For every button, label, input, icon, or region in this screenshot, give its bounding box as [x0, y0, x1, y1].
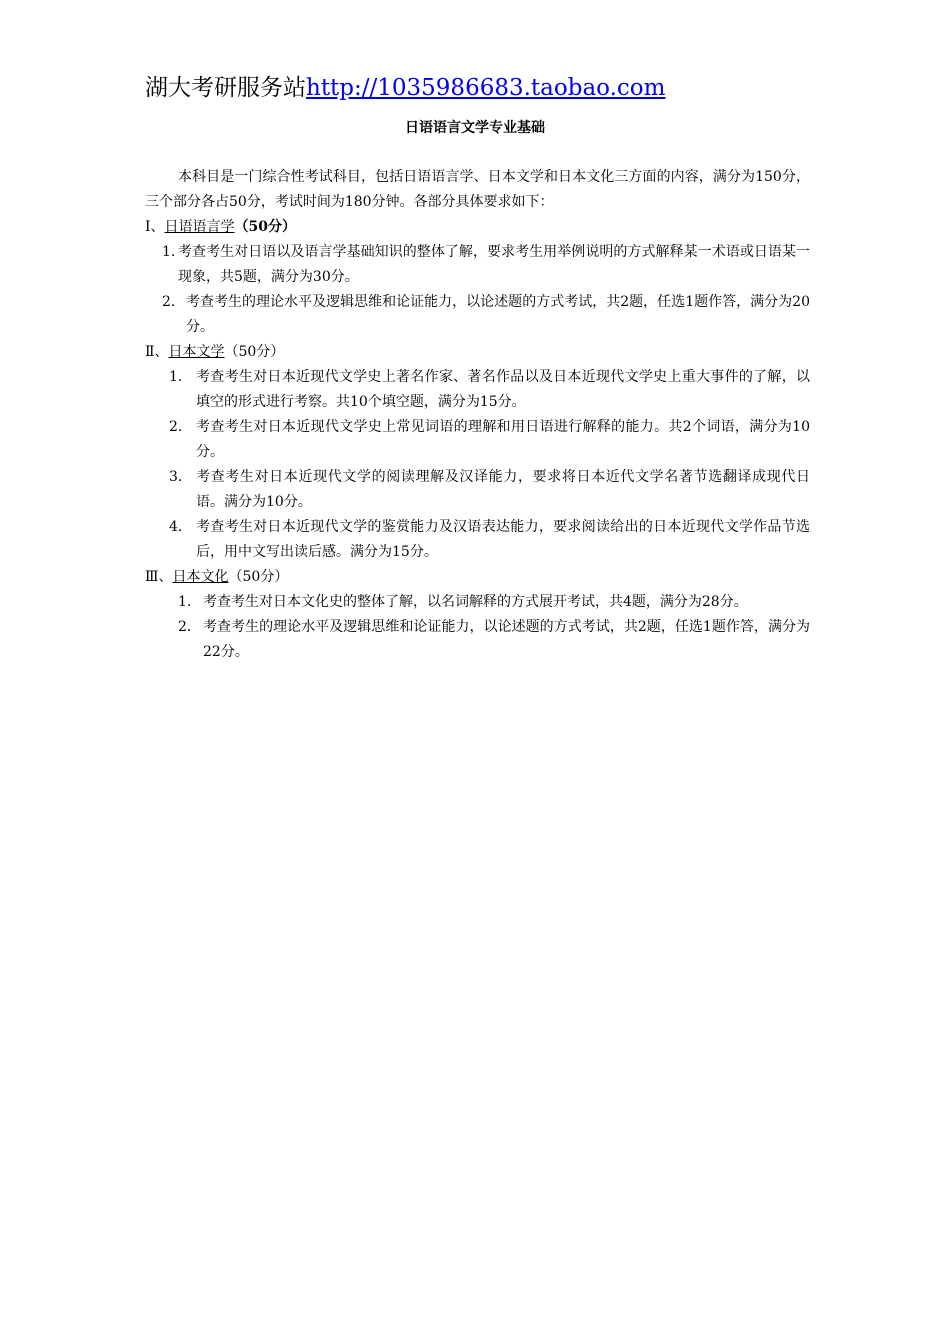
intro-paragraph: 本科目是一门综合性考试科目，包括日语语言学、日本文学和日本文化三方面的内容，满分为150分，三个部分各占50分，考试时间为180分钟。各部分具体要求如下：	[145, 169, 810, 210]
document-body	[145, 165, 810, 665]
item-text: 考查考生对日本近现代文学史上著名作家、著名作品以及日本近现代文学史上重大事件的了解，以填空的形式进行考察。共10个填空题，满分为15分。	[196, 369, 810, 410]
item-text: 考查考生的理论水平及逻辑思维和论证能力，以论述题的方式考试，共2题，任选1题作答，满分为22分。	[203, 619, 810, 660]
section-heading	[145, 340, 810, 365]
section-linguistics	[145, 215, 810, 340]
section-score: （50分）	[228, 569, 289, 585]
section-name: 日本文化	[172, 569, 229, 585]
item-number: 2．	[162, 294, 185, 310]
item-number: 1．	[169, 369, 192, 385]
list-item	[145, 615, 810, 665]
item-number: 3．	[169, 469, 192, 485]
section-literature	[145, 340, 810, 565]
item-number: 1．	[178, 594, 201, 610]
document-title: 日语语言文学专业基础	[405, 120, 545, 136]
section-score: （50分）	[224, 344, 285, 360]
list-item	[145, 365, 810, 415]
section-score: （50分）	[234, 219, 297, 235]
item-text: 考查考生对日本近现代文学的鉴赏能力及汉语表达能力，要求阅读给出的日本近现代文学作品节选后，用中文写出读后感。满分为15分。	[196, 519, 810, 560]
item-text: 考查考生对日本近现代文学的阅读理解及汉译能力，要求将日本近代文学名著节选翻译成现代日语。满分为10分。	[196, 469, 810, 510]
section-marker: Ⅲ、	[145, 569, 173, 585]
item-number: 2．	[169, 419, 192, 435]
list-item	[145, 465, 810, 515]
section-name: 日语语言学	[164, 219, 235, 235]
list-item	[145, 515, 810, 565]
page-header	[145, 72, 665, 104]
item-number: 4．	[169, 519, 192, 535]
list-item	[145, 240, 810, 290]
item-number: 1.	[162, 244, 176, 260]
section-culture	[145, 565, 810, 665]
item-text: 考查考生对日本文化史的整体了解，以名词解释的方式展开考试，共4题，满分为28分。	[203, 594, 748, 610]
section-heading	[145, 215, 810, 240]
section-name: 日本文学	[168, 344, 225, 360]
section-marker: Ⅱ、	[145, 344, 169, 360]
item-text: 考查考生对日语以及语言学基础知识的整体了解，要求考生用举例说明的方式解释某一术语或日语某一现象，共5题，满分为30分。	[178, 244, 810, 285]
item-number: 2．	[178, 619, 201, 635]
section-marker: Ⅰ、	[145, 219, 165, 235]
header-site-name: 湖大考研服务站	[145, 75, 306, 101]
list-item	[145, 590, 810, 615]
list-item	[145, 415, 810, 465]
item-text: 考查考生对日本近现代文学史上常见词语的理解和用日语进行解释的能力。共2个词语，满分为10分。	[196, 419, 810, 460]
item-text: 考查考生的理论水平及逻辑思维和论证能力，以论述题的方式考试，共2题，任选1题作答，满分为20分。	[186, 294, 810, 335]
header-store-link[interactable]: http://1035986683.taobao.com	[306, 75, 666, 101]
list-item	[145, 290, 810, 340]
section-heading	[145, 565, 810, 590]
